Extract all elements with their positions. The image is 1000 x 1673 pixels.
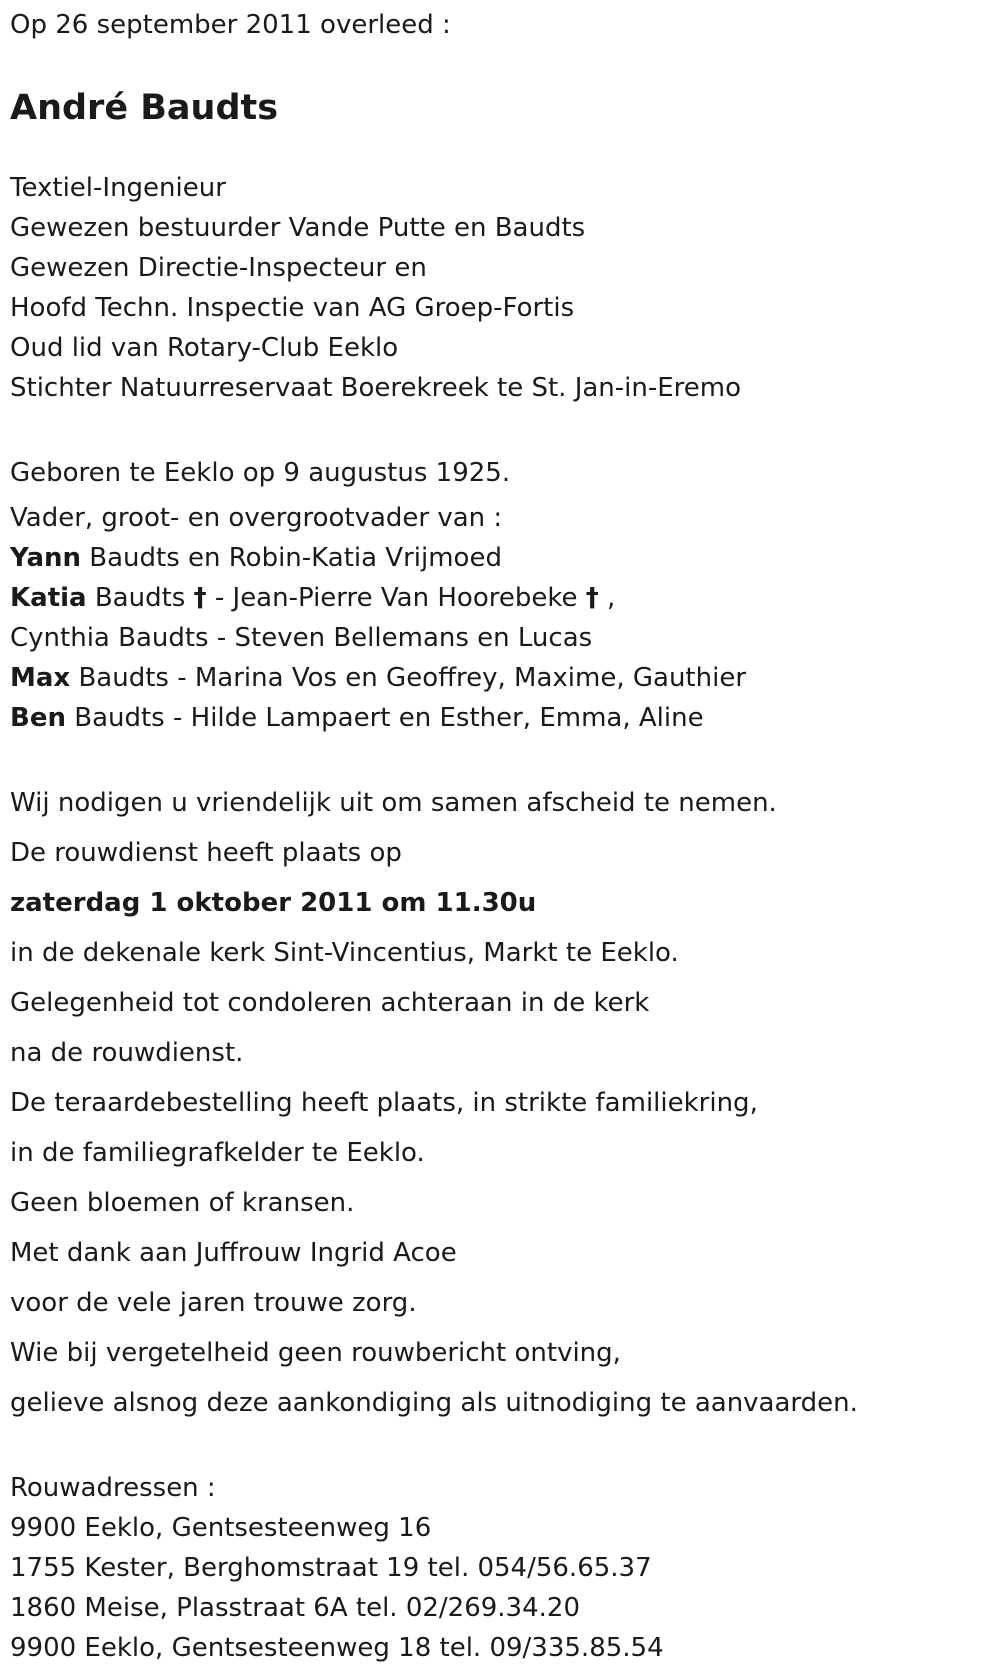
obituary-notice [10, 0, 990, 1668]
service-line: voor de vele jaren trouwe zorg. [10, 1288, 417, 1318]
family-intro: Vader, groot- en overgrootvader van : [10, 503, 503, 533]
service-section [10, 778, 990, 1428]
service-line: Gelegenheid tot condoleren achteraan in de kerk [10, 988, 650, 1018]
member-first-name: Yann [10, 543, 82, 573]
service-line: Wie bij vergetelheid geen rouwbericht ontving, [10, 1338, 621, 1368]
service-date: zaterdag 1 oktober 2011 om 11.30u [10, 888, 537, 918]
family-member [10, 658, 990, 698]
title-item: Hoofd Techn. Inspectie van AG Groep-Fortis [10, 293, 575, 323]
member-details: Baudts - Marina Vos en Geoffrey, Maxime, Gauthier [70, 663, 747, 693]
member-details: Baudts [86, 583, 194, 613]
member-first-name: Max [10, 663, 71, 693]
address-item: 9900 Eeklo, Gentsesteenweg 16 [10, 1513, 432, 1543]
address-item: 1755 Kester, Berghomstraat 19 tel. 054/56.65.37 [10, 1553, 652, 1583]
member-details: Baudts en Robin-Katia Vrijmoed [81, 543, 502, 573]
family-member [10, 538, 990, 578]
titles-list [10, 168, 990, 408]
death-announcement: Op 26 september 2011 overleed : [10, 10, 451, 40]
title-item: Textiel-Ingenieur [10, 173, 226, 203]
title-item: Stichter Natuurreservaat Boerekreek te St. Jan-in-Eremo [10, 373, 742, 403]
family-member [10, 618, 990, 658]
title-item: Gewezen Directie-Inspecteur en [10, 253, 427, 283]
family-member [10, 578, 990, 618]
cross-icon: † [193, 583, 207, 613]
member-first-name: Ben [10, 703, 66, 733]
family-section [10, 498, 990, 738]
addresses-section [10, 1468, 990, 1668]
service-line: De teraardebestelling heeft plaats, in strikte familiekring, [10, 1088, 758, 1118]
member-end: , [598, 583, 616, 613]
service-line: in de familiegrafkelder te Eeklo. [10, 1138, 425, 1168]
invitation-line: Wij nodigen u vriendelijk uit om samen afscheid te nemen. [10, 788, 777, 818]
family-member [10, 698, 990, 738]
title-item: Gewezen bestuurder Vande Putte en Baudts [10, 213, 586, 243]
service-line: Geen bloemen of kransen. [10, 1188, 355, 1218]
title-item: Oud lid van Rotary-Club Eeklo [10, 333, 399, 363]
service-line: Met dank aan Juffrouw Ingrid Acoe [10, 1238, 457, 1268]
service-line: gelieve alsnog deze aankondiging als uitnodiging te aanvaarden. [10, 1388, 858, 1418]
birth-line: Geboren te Eeklo op 9 augustus 1925. [10, 458, 511, 488]
address-item: 1860 Meise, Plasstraat 6A tel. 02/269.34.20 [10, 1593, 580, 1623]
service-intro: De rouwdienst heeft plaats op [10, 838, 402, 868]
member-partner: - Jean-Pierre Van Hoorebeke [206, 583, 586, 613]
member-first-name: Katia [10, 583, 87, 613]
service-line: na de rouwdienst. [10, 1038, 244, 1068]
member-details: Cynthia Baudts - Steven Bellemans en Lucas [10, 623, 593, 653]
address-item: 9900 Eeklo, Gentsesteenweg 18 tel. 09/335.85.54 [10, 1633, 664, 1663]
member-details: Baudts - Hilde Lampaert en Esther, Emma, Aline [65, 703, 704, 733]
addresses-title: Rouwadressen : [10, 1473, 216, 1503]
deceased-name: André Baudts [10, 88, 279, 128]
cross-icon: † [585, 583, 599, 613]
service-line: in de dekenale kerk Sint-Vincentius, Markt te Eeklo. [10, 938, 679, 968]
